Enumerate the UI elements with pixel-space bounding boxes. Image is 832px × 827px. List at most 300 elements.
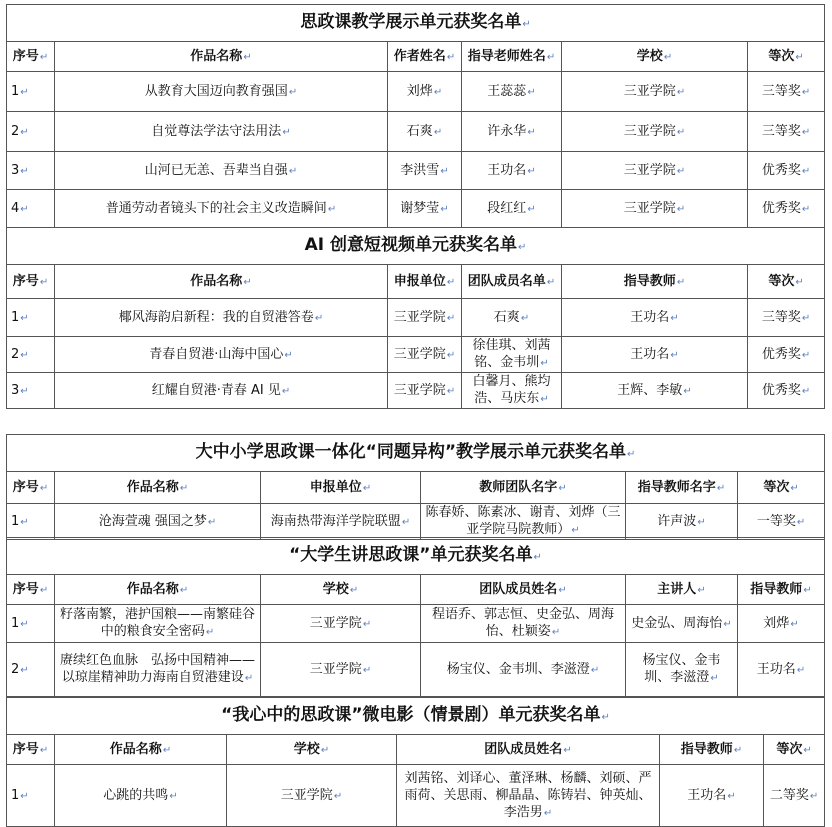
cell-col3-text: 三亚学院 [309, 661, 362, 677]
header-work-name-text: 作品名称 [190, 273, 243, 289]
cell-work-name [55, 765, 227, 827]
cell-col4 [421, 643, 626, 697]
paragraph-mark-icon: ↵ [179, 482, 189, 494]
table-row [7, 190, 825, 228]
cell-col6-text: 王功名 [756, 661, 796, 677]
paragraph-mark-icon: ↵ [803, 744, 812, 756]
paragraph-mark-icon: ↵ [627, 448, 636, 460]
table-row [7, 643, 825, 697]
cell-col4 [462, 337, 562, 373]
cell-col3-text: 石爽 [406, 123, 433, 139]
paragraph-mark-icon: ↵ [446, 276, 456, 288]
paragraph-mark-icon: ↵ [446, 312, 456, 324]
header-col3 [227, 735, 397, 765]
cell-col4-text: 石爽 [493, 309, 520, 325]
cell-col3 [388, 152, 462, 190]
header-work-name-text: 作品名称 [109, 741, 162, 757]
cell-seq [7, 112, 55, 152]
cell-col4-text: 杨宝仪、金韦圳、李滋澄 [446, 661, 590, 677]
cell-work-name-text: 籽落南繁，港护国粮——南繁硅谷中的粮食安全密码 [59, 607, 255, 639]
cell-col6 [738, 605, 825, 643]
paragraph-mark-icon: ↵ [20, 618, 29, 630]
paragraph-mark-icon: ↵ [362, 664, 372, 676]
table-row [7, 112, 825, 152]
header-seq [7, 735, 55, 765]
paragraph-mark-icon: ↵ [518, 241, 527, 253]
cell-col6-text: 二等奖 [769, 787, 809, 803]
header-col4-text: 教师团队名字 [479, 479, 558, 495]
cell-col5 [626, 643, 738, 697]
cell-col4 [397, 765, 660, 827]
table-row [7, 605, 825, 643]
cell-col4-text: 刘茜铭、刘译心、董泽琳、杨麟、刘硕、严雨荷、关思雨、柳晶晶、陈铸岩、钟英灿、李浩男 [404, 770, 652, 820]
cell-col6-text: 三等奖 [761, 123, 801, 139]
cell-col3 [261, 643, 421, 697]
table-title [7, 5, 825, 42]
paragraph-mark-icon: ↵ [169, 790, 178, 802]
cell-col6 [748, 72, 825, 112]
paragraph-mark-icon: ↵ [540, 394, 549, 405]
cell-col6 [748, 112, 825, 152]
cell-work-name-text: 心跳的共鸣 [103, 787, 169, 803]
paragraph-mark-icon: ↵ [563, 744, 572, 756]
cell-col4 [421, 605, 626, 643]
paragraph-mark-icon: ↵ [670, 349, 679, 361]
paragraph-mark-icon: ↵ [281, 385, 291, 397]
cell-col4-text: 许永华 [487, 123, 527, 139]
cell-work-name [55, 152, 388, 190]
paragraph-mark-icon: ↵ [540, 358, 549, 369]
cell-col6 [748, 152, 825, 190]
paragraph-mark-icon: ↵ [551, 627, 561, 638]
table-title-row [7, 435, 825, 472]
header-col6-text: 等次 [763, 479, 790, 495]
cell-col6 [748, 337, 825, 373]
header-col3 [261, 472, 421, 504]
cell-col4-text: 王功名 [487, 162, 527, 178]
cell-col6 [738, 643, 825, 697]
paragraph-mark-icon: ↵ [39, 744, 49, 756]
cell-col3 [388, 112, 462, 152]
paragraph-mark-icon: ↵ [733, 744, 743, 756]
cell-col5 [660, 765, 764, 827]
paragraph-mark-icon: ↵ [39, 482, 49, 494]
header-col4 [421, 472, 626, 504]
cell-col6-text: 刘烨 [763, 615, 790, 631]
paragraph-mark-icon: ↵ [546, 51, 556, 63]
cell-seq-text: 1 [11, 309, 20, 325]
table-title-text: 思政课教学展示单元获奖名单 [300, 11, 522, 32]
cell-work-name [55, 643, 261, 697]
cell-work-name-text: 椰风海韵启新程：我的自贸港答卷 [118, 309, 314, 325]
header-col4 [421, 575, 626, 605]
cell-col5 [562, 299, 748, 337]
cell-work-name [55, 337, 388, 373]
cell-seq-text: 1 [11, 787, 20, 803]
cell-col3-text: 三亚学院 [393, 309, 446, 325]
header-col5-text: 学校 [636, 48, 663, 64]
header-seq-text: 序号 [12, 741, 39, 757]
table-row [7, 765, 825, 827]
paragraph-mark-icon: ↵ [162, 744, 172, 756]
cell-work-name-text: 自觉尊法学法守法用法 [151, 123, 282, 139]
header-seq [7, 42, 55, 72]
cell-col3-text: 谢梦莹 [400, 200, 440, 216]
cell-col5-text: 三亚学院 [623, 83, 676, 99]
table-title-text: 大中小学思政课一体化“同题异构”教学展示单元获奖名单 [195, 441, 627, 462]
paragraph-mark-icon: ↵ [288, 165, 298, 177]
paragraph-mark-icon: ↵ [716, 482, 726, 494]
header-work-name-text: 作品名称 [190, 48, 243, 64]
cell-col5-text: 王功名 [687, 787, 727, 803]
award-table-micro-film [6, 697, 825, 827]
cell-col5 [562, 112, 748, 152]
table-title [7, 698, 825, 735]
cell-col4 [462, 373, 562, 409]
table-row [7, 299, 825, 337]
table-title-text: “我心中的思政课”微电影（情景剧）单元获奖名单 [221, 704, 601, 725]
paragraph-mark-icon: ↵ [39, 276, 49, 288]
cell-col3-text: 海南热带海洋学院联盟 [270, 513, 401, 529]
paragraph-mark-icon: ↵ [663, 51, 673, 63]
paragraph-mark-icon: ↵ [446, 51, 456, 63]
cell-seq [7, 605, 55, 643]
table-row [7, 337, 825, 373]
paragraph-mark-icon: ↵ [670, 312, 679, 324]
cell-col5-text: 杨宝仪、金韦圳、李滋澄 [642, 653, 721, 685]
cell-col5-text: 王功名 [630, 309, 670, 325]
cell-work-name-text: 普通劳动者镜头下的社会主义改造瞬间 [105, 200, 327, 216]
paragraph-mark-icon: ↵ [243, 51, 252, 63]
cell-col3-text: 三亚学院 [309, 615, 362, 631]
header-col6 [764, 735, 825, 765]
cell-col5 [562, 72, 748, 112]
table-title-row [7, 538, 825, 575]
paragraph-mark-icon: ↵ [790, 482, 799, 494]
table-title [7, 538, 825, 575]
cell-work-name [55, 72, 388, 112]
header-seq [7, 472, 55, 504]
cell-seq [7, 299, 55, 337]
header-seq-text: 序号 [12, 581, 39, 597]
cell-col4-text: 王蕊蕊 [487, 83, 527, 99]
table-row [7, 152, 825, 190]
header-col6 [748, 265, 825, 299]
cell-seq [7, 373, 55, 409]
paragraph-mark-icon: ↵ [601, 711, 610, 723]
paragraph-mark-icon: ↵ [333, 790, 343, 802]
cell-col4-text: 陈春娇、陈素冰、谢青、刘烨（三亚学院马院教师） [425, 505, 621, 537]
header-col6-text: 指导教师 [750, 581, 803, 597]
header-col4 [462, 265, 562, 299]
table-title-row [7, 5, 825, 42]
header-col3-text: 学校 [293, 741, 320, 757]
header-work-name [55, 735, 227, 765]
cell-col4 [462, 299, 562, 337]
cell-seq [7, 72, 55, 112]
cell-col3-text: 三亚学院 [393, 346, 446, 362]
paragraph-mark-icon: ↵ [362, 482, 372, 494]
paragraph-mark-icon: ↵ [676, 126, 686, 138]
cell-col3-text: 刘烨 [406, 83, 433, 99]
paragraph-mark-icon: ↵ [803, 584, 812, 596]
cell-col5 [626, 605, 738, 643]
table-header-row [7, 735, 825, 765]
cell-col4 [462, 190, 562, 228]
paragraph-mark-icon: ↵ [801, 203, 811, 215]
paragraph-mark-icon: ↵ [683, 385, 692, 397]
cell-col3 [388, 337, 462, 373]
cell-seq [7, 643, 55, 697]
paragraph-mark-icon: ↵ [327, 203, 337, 215]
cell-work-name-text: 从教育大国迈向教育强国 [144, 83, 288, 99]
paragraph-mark-icon: ↵ [676, 86, 686, 98]
header-work-name-text: 作品名称 [126, 581, 179, 597]
paragraph-mark-icon: ↵ [801, 86, 811, 98]
cell-col5 [626, 504, 738, 540]
paragraph-mark-icon: ↵ [676, 203, 686, 215]
cell-col5 [562, 152, 748, 190]
cell-col5-text: 王辉、李敏 [617, 382, 683, 398]
cell-col3-text: 李洪雪 [400, 162, 440, 178]
cell-col6-text: 优秀奖 [761, 162, 801, 178]
header-col4-text: 指导老师姓名 [467, 48, 546, 64]
cell-col5-text: 王功名 [630, 346, 670, 362]
header-col3-text: 申报单位 [393, 273, 446, 289]
header-col3-text: 学校 [322, 581, 349, 597]
cell-work-name-text: 青春自贸港·山海中国心 [149, 346, 284, 362]
cell-col6 [738, 504, 825, 540]
paragraph-mark-icon: ↵ [801, 126, 811, 138]
table-title-row [7, 228, 825, 265]
cell-seq [7, 337, 55, 373]
paragraph-mark-icon: ↵ [282, 126, 291, 138]
award-table-student-lecture [6, 537, 825, 697]
header-col5-text: 主讲人 [657, 581, 697, 597]
cell-col6-text: 一等奖 [756, 513, 796, 529]
cell-work-name-text: 红耀自贸港·青春 AI 见 [151, 382, 281, 398]
paragraph-mark-icon: ↵ [527, 86, 536, 98]
cell-col5 [562, 190, 748, 228]
paragraph-mark-icon: ↵ [243, 276, 252, 288]
cell-col6 [748, 190, 825, 228]
header-col5 [562, 265, 748, 299]
paragraph-mark-icon: ↵ [533, 551, 542, 563]
paragraph-mark-icon: ↵ [558, 482, 567, 494]
header-col5-text: 指导教师 [680, 741, 733, 757]
paragraph-mark-icon: ↵ [20, 385, 29, 397]
paragraph-mark-icon: ↵ [676, 276, 686, 288]
paragraph-mark-icon: ↵ [795, 51, 804, 63]
header-col4-text: 团队成员姓名 [479, 581, 558, 597]
cell-col3 [388, 72, 462, 112]
paragraph-mark-icon: ↵ [546, 276, 556, 288]
cell-seq [7, 152, 55, 190]
header-col3-text: 作者姓名 [393, 48, 446, 64]
cell-seq-text: 2 [11, 346, 20, 362]
cell-col5-text: 三亚学院 [623, 200, 676, 216]
cell-col6-text: 优秀奖 [761, 200, 801, 216]
cell-seq-text: 1 [11, 513, 20, 529]
cell-seq-text: 3 [11, 162, 20, 178]
cell-work-name [55, 605, 261, 643]
paragraph-mark-icon: ↵ [527, 126, 536, 138]
paragraph-mark-icon: ↵ [401, 516, 411, 528]
cell-seq-text: 2 [11, 123, 20, 139]
cell-col5 [562, 373, 748, 409]
cell-seq-text: 4 [11, 200, 20, 216]
header-work-name [55, 265, 388, 299]
table-header-row [7, 265, 825, 299]
cell-seq-text: 1 [11, 615, 20, 631]
cell-work-name [55, 299, 388, 337]
paragraph-mark-icon: ↵ [244, 673, 254, 684]
table-title [7, 435, 825, 472]
paragraph-mark-icon: ↵ [723, 618, 732, 630]
cell-col4-text: 程语乔、郭志恒、史金弘、周海怡、杜颖姿 [431, 607, 614, 639]
header-col5 [562, 42, 748, 72]
paragraph-mark-icon: ↵ [320, 744, 330, 756]
header-col6-text: 等次 [776, 741, 803, 757]
paragraph-mark-icon: ↵ [801, 312, 811, 324]
paragraph-mark-icon: ↵ [809, 790, 819, 802]
paragraph-mark-icon: ↵ [349, 584, 359, 596]
paragraph-mark-icon: ↵ [20, 349, 29, 361]
paragraph-mark-icon: ↵ [433, 126, 443, 138]
header-col3 [388, 42, 462, 72]
header-seq-text: 序号 [12, 48, 39, 64]
paragraph-mark-icon: ↵ [433, 86, 443, 98]
cell-col6-text: 优秀奖 [761, 346, 801, 362]
paragraph-mark-icon: ↵ [20, 86, 29, 98]
cell-col4 [462, 112, 562, 152]
paragraph-mark-icon: ↵ [39, 51, 49, 63]
header-col5 [626, 472, 738, 504]
header-seq [7, 265, 55, 299]
cell-col5-text: 史金弘、周海怡 [631, 615, 723, 631]
cell-col5-text: 许声波 [657, 513, 697, 529]
cell-col3-text: 三亚学院 [393, 382, 446, 398]
table-header-row [7, 472, 825, 504]
paragraph-mark-icon: ↵ [801, 349, 811, 361]
paragraph-mark-icon: ↵ [284, 349, 293, 361]
paragraph-mark-icon: ↵ [179, 584, 189, 596]
paragraph-mark-icon: ↵ [527, 165, 536, 177]
paragraph-mark-icon: ↵ [207, 516, 217, 528]
table-title-text: “大学生讲思政课”单元获奖名单 [289, 544, 533, 565]
paragraph-mark-icon: ↵ [571, 525, 580, 536]
paragraph-mark-icon: ↵ [590, 664, 600, 676]
cell-col3 [388, 373, 462, 409]
award-table-integration [6, 434, 825, 540]
cell-col4-text: 徐佳琪、刘茜铭、金韦圳 [472, 338, 551, 370]
paragraph-mark-icon: ↵ [20, 516, 29, 528]
cell-seq-text: 2 [11, 661, 20, 677]
cell-col3 [227, 765, 397, 827]
cell-col4-text: 段红红 [487, 200, 527, 216]
paragraph-mark-icon: ↵ [522, 18, 531, 30]
cell-col4 [462, 72, 562, 112]
award-table-top [6, 4, 825, 409]
paragraph-mark-icon: ↵ [440, 203, 449, 215]
cell-work-name [55, 112, 388, 152]
cell-col6 [748, 373, 825, 409]
paragraph-mark-icon: ↵ [727, 790, 736, 802]
header-col3-text: 申报单位 [309, 479, 362, 495]
cell-work-name-text: 山河已无恙、吾辈当自强 [144, 162, 288, 178]
paragraph-mark-icon: ↵ [446, 385, 456, 397]
paragraph-mark-icon: ↵ [790, 618, 799, 630]
table-row [7, 504, 825, 540]
header-col4-text: 团队成员名单 [467, 273, 546, 289]
header-col6 [738, 472, 825, 504]
table-header-row [7, 575, 825, 605]
table-title-row [7, 698, 825, 735]
cell-col5 [562, 337, 748, 373]
header-col6-text: 等次 [768, 273, 795, 289]
cell-work-name [55, 373, 388, 409]
header-col5-text: 指导教师名字 [637, 479, 716, 495]
header-col4 [397, 735, 660, 765]
cell-col4-text: 白馨月、熊均浩、马庆东 [472, 374, 551, 406]
paragraph-mark-icon: ↵ [710, 673, 719, 684]
cell-col6 [748, 299, 825, 337]
paragraph-mark-icon: ↵ [558, 584, 567, 596]
header-col5-text: 指导教师 [623, 273, 676, 289]
paragraph-mark-icon: ↵ [796, 516, 806, 528]
header-col3 [388, 265, 462, 299]
cell-col5-text: 三亚学院 [623, 123, 676, 139]
header-seq [7, 575, 55, 605]
cell-work-name-text: 赓续红色血脉 弘扬中国精神——以琼崖精神助力海南自贸港建设 [59, 653, 255, 685]
header-seq-text: 序号 [12, 273, 39, 289]
header-col6-text: 等次 [768, 48, 795, 64]
header-work-name [55, 575, 261, 605]
paragraph-mark-icon: ↵ [288, 86, 298, 98]
cell-col4 [462, 152, 562, 190]
cell-col6 [764, 765, 825, 827]
cell-seq-text: 3 [11, 382, 20, 398]
cell-col3-text: 三亚学院 [280, 787, 333, 803]
cell-col4 [421, 504, 626, 540]
cell-seq-text: 1 [11, 83, 20, 99]
paragraph-mark-icon: ↵ [362, 618, 372, 630]
header-col5 [626, 575, 738, 605]
paragraph-mark-icon: ↵ [543, 807, 553, 819]
header-col5 [660, 735, 764, 765]
paragraph-mark-icon: ↵ [39, 584, 49, 596]
paragraph-mark-icon: ↵ [801, 385, 811, 397]
header-work-name [55, 472, 261, 504]
header-col6 [738, 575, 825, 605]
paragraph-mark-icon: ↵ [697, 516, 706, 528]
paragraph-mark-icon: ↵ [440, 165, 449, 177]
cell-col3 [261, 605, 421, 643]
paragraph-mark-icon: ↵ [20, 312, 29, 324]
table-title [7, 228, 825, 265]
paragraph-mark-icon: ↵ [527, 203, 536, 215]
table-row [7, 72, 825, 112]
paragraph-mark-icon: ↵ [20, 664, 29, 676]
header-col4-text: 团队成员姓名 [484, 741, 563, 757]
paragraph-mark-icon: ↵ [20, 790, 29, 802]
paragraph-mark-icon: ↵ [676, 165, 686, 177]
cell-seq [7, 765, 55, 827]
header-seq-text: 序号 [12, 479, 39, 495]
cell-col3 [261, 504, 421, 540]
cell-col6-text: 优秀奖 [761, 382, 801, 398]
header-work-name-text: 作品名称 [126, 479, 179, 495]
